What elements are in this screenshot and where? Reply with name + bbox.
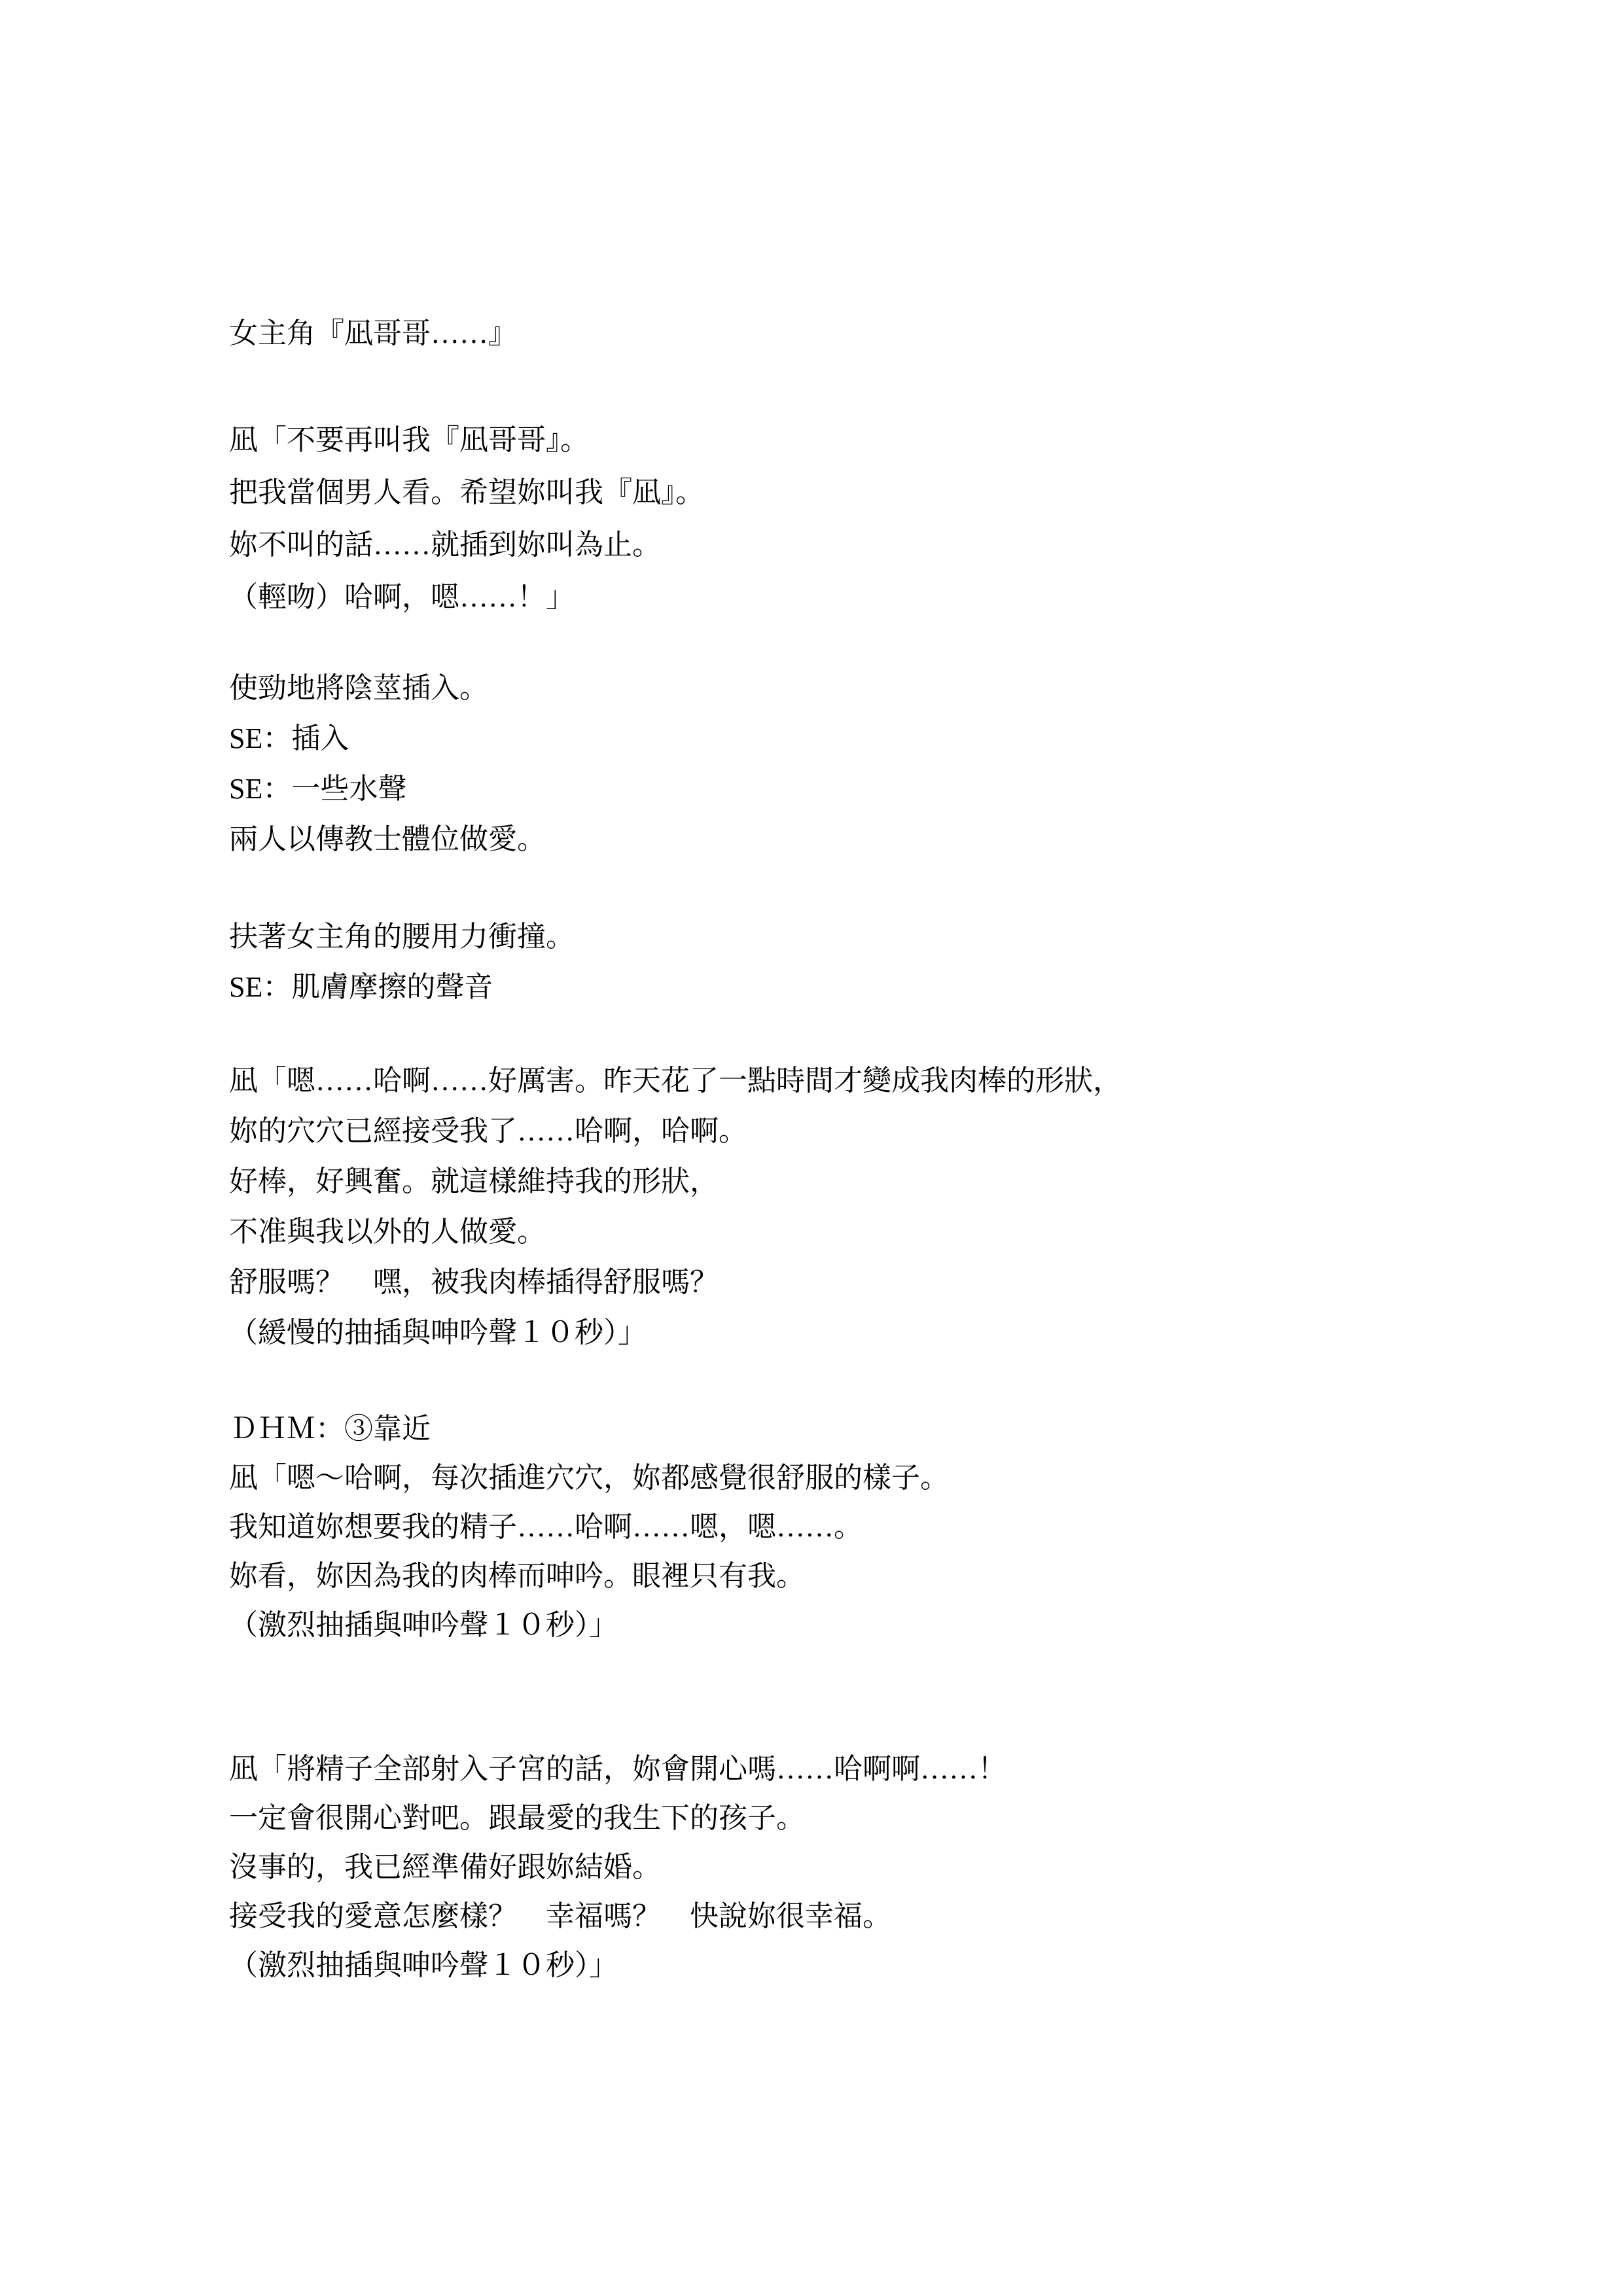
- script-line: 接受我的愛意怎麼樣？ 幸福嗎？ 快說妳很幸福。: [229, 1900, 891, 1932]
- script-line: 扶著女主角的腰用力衝撞。: [229, 921, 575, 953]
- script-line: 我知道妳想要我的精子……哈啊……嗯，嗯……。: [229, 1511, 863, 1543]
- script-line: 把我當個男人看。希望妳叫我『凪』。: [229, 476, 704, 508]
- script-line: 兩人以傳教士體位做愛。: [229, 823, 546, 855]
- script-line: （緩慢的抽插與呻吟聲１０秒）」: [229, 1316, 647, 1349]
- script-line: 使勁地將陰莖插入。: [229, 672, 488, 704]
- script-text: [229, 308, 1544, 1990]
- script-line: 一定會很開心對吧。跟最愛的我生下的孩子。: [229, 1802, 805, 1834]
- script-line: 妳的穴穴已經接受我了……哈啊，哈啊。: [229, 1115, 747, 1147]
- paragraph-dhm-cue: [229, 1404, 1544, 1650]
- script-line: 妳不叫的話……就插到妳叫為止。: [229, 529, 661, 561]
- script-line: 不准與我以外的人做愛。: [229, 1216, 546, 1248]
- script-line: 好棒，好興奮。就這樣維持我的形狀，: [229, 1165, 719, 1197]
- script-line: SE：肌膚摩擦的聲音: [229, 971, 493, 1003]
- script-line: 凪「將精子全部射入子宮的話，妳會開心嗎……哈啊啊……！: [229, 1753, 1007, 1785]
- script-line: 舒服嗎？ 嘿，被我肉棒插得舒服嗎？: [229, 1266, 719, 1298]
- script-line: SE：插入: [229, 722, 349, 754]
- script-line: 凪「不要再叫我『凪哥哥』。: [229, 424, 589, 456]
- script-line: （激烈抽插與呻吟聲１０秒）」: [229, 1609, 618, 1641]
- script-line: （激烈抽插與呻吟聲１０秒）」: [229, 1949, 618, 1981]
- script-line: ＤＨＭ：③靠近: [229, 1413, 431, 1445]
- script-line: 凪「嗯～哈啊，每次插進穴穴，妳都感覺很舒服的樣子。: [229, 1462, 949, 1494]
- paragraph-stage-direction-2: [229, 911, 1544, 1012]
- paragraph-nagi-dialogue-2: [229, 1055, 1544, 1358]
- paragraph-nagi-dialogue-3: [229, 1744, 1544, 1990]
- script-line: 凪「嗯……哈啊……好厲害。昨天花了一點時間才變成我肉棒的形狀，: [229, 1065, 1122, 1097]
- paragraph-nagi-dialogue-1: [229, 414, 1544, 624]
- script-line: （輕吻）哈啊，嗯……！」: [229, 581, 575, 613]
- script-line: 女主角『凪哥哥……』: [229, 317, 517, 349]
- script-line: 妳看，妳因為我的肉棒而呻吟。眼裡只有我。: [229, 1560, 805, 1592]
- paragraph-stage-direction-1: [229, 663, 1544, 864]
- script-line: SE：一些水聲: [229, 773, 407, 805]
- paragraph-heroine-line: [229, 308, 1544, 359]
- script-line: 沒事的，我已經準備好跟妳結婚。: [229, 1851, 661, 1883]
